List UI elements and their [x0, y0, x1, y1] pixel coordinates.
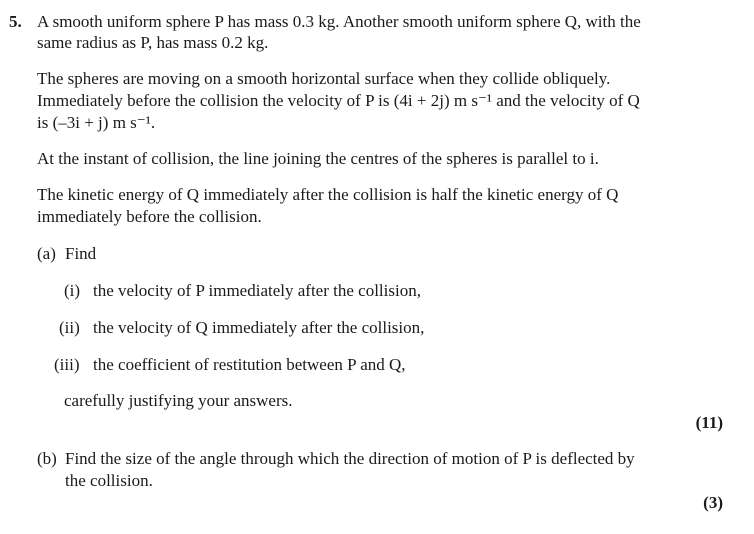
part-a-text: Find: [65, 244, 97, 263]
part-b-line-2: the collision.: [65, 471, 153, 490]
part-a-ii-label: (ii): [59, 318, 80, 337]
para4-line-1: The kinetic energy of Q immediately after the collision is half the kinetic energy of Q: [37, 185, 619, 204]
para2-line-1: The spheres are moving on a smooth horizontal surface when they collide obliquely.: [37, 69, 611, 88]
part-a-ii-text: the velocity of Q immediately after the collision,: [93, 318, 425, 337]
part-a-marks: (11): [695, 413, 723, 432]
part-a-i-label: (i): [64, 281, 81, 300]
para3-line-1: At the instant of collision, the line joining the centres of the spheres is parallel to i.: [37, 149, 599, 168]
part-b-marks: (3): [703, 493, 723, 512]
para4-line-2: immediately before the collision.: [37, 207, 262, 226]
part-a-iii-text: the coefficient of restitution between P and Q,: [93, 355, 406, 374]
para2-line-2: Immediately before the collision the velocity of P is (4i + 2j) m s⁻¹ and the velocity of Q: [37, 91, 640, 110]
part-a-i-text: the velocity of P immediately after the collision,: [93, 281, 421, 300]
question-number: 5.: [9, 12, 22, 31]
para2-line-3: is (–3i + j) m s⁻¹.: [37, 113, 156, 132]
part-a-label: (a): [37, 244, 56, 263]
part-a-justify: carefully justifying your answers.: [64, 391, 293, 410]
part-b-line-1: Find the size of the angle through which the direction of motion of P is deflected by: [65, 449, 635, 468]
intro-line-2: same radius as P, has mass 0.2 kg.: [37, 33, 269, 52]
intro-line-1: A smooth uniform sphere P has mass 0.3 kg. Another smooth uniform sphere Q, with the: [37, 12, 641, 31]
part-b-label: (b): [37, 449, 57, 468]
part-a-iii-label: (iii): [54, 355, 80, 374]
